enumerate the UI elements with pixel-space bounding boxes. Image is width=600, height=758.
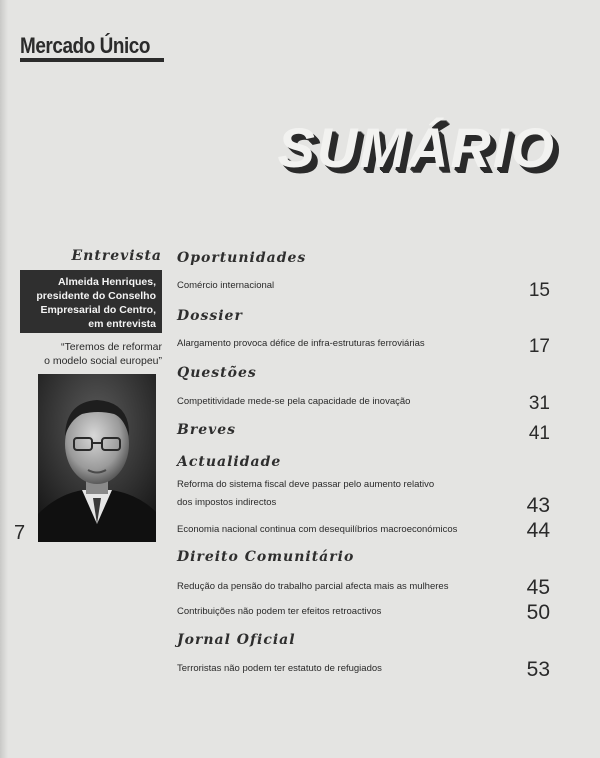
interview-heading: Entrevista [71,248,162,264]
section-heading-actualidade: Actualidade [177,454,282,470]
interviewee-portrait [38,374,156,542]
toc-entry: Economia nacional continua com desequilíbrios macroeconómicos [177,524,458,535]
section-heading-oportunidades: Oportunidades [177,250,307,266]
page-title: SUMÁRIO [277,116,556,179]
toc-page-number: 17 [528,336,550,357]
section-heading-direito-comunitario: Direito Comunitário [177,549,355,565]
interview-caption-box [20,270,162,333]
toc-entry: Competitividade mede-se pela capacidade de inovação [177,396,411,407]
toc-entry-line: Reforma do sistema fiscal deve passar pelo aumento relativo [177,479,435,490]
interview-page-number: 7 [14,522,26,544]
toc-page-number: 50 [526,601,550,624]
interview-quote-line: “Teremos de reformar [61,341,162,353]
portrait-illustration [38,374,156,542]
section-heading-questoes: Questões [177,365,257,381]
publication-underline [20,58,164,62]
toc-page-number: 53 [526,658,550,681]
toc-entry: Terroristas não podem ter estatuto de refugiados [177,663,382,674]
toc-entry: Alargamento provoca défice de infra-estruturas ferroviárias [177,338,425,349]
toc-page-number: 43 [526,494,550,517]
toc-entry-line: dos impostos indirectos [177,497,277,508]
section-heading-jornal-oficial: Jornal Oficial [177,632,296,648]
toc-entry [177,476,434,512]
interview-caption-line: em entrevista [88,318,156,330]
scan-edge-shadow [0,0,8,758]
section-heading-breves: Breves [177,422,237,438]
toc-page-number: 15 [528,280,550,301]
publication-name: Mercado Único [20,33,151,58]
toc-page-number: 44 [526,519,550,542]
interview-caption-line: Almeida Henriques, [57,276,156,288]
toc-entry: Redução da pensão do trabalho parcial afecta mais as mulheres [177,581,449,592]
interview-caption-line: presidente do Conselho [36,290,156,302]
toc-page-number: 45 [526,576,550,599]
toc-page-number: 41 [528,423,550,444]
interview-quote-line: o modelo social europeu” [44,355,162,367]
toc-entry: Contribuições não podem ter efeitos retroactivos [177,606,382,617]
interview-caption-line: Empresarial do Centro, [40,304,156,316]
toc-entry: Comércio internacional [177,280,275,291]
section-heading-dossier: Dossier [177,308,243,324]
interview-quote [14,340,162,368]
toc-page-number: 31 [528,393,550,414]
